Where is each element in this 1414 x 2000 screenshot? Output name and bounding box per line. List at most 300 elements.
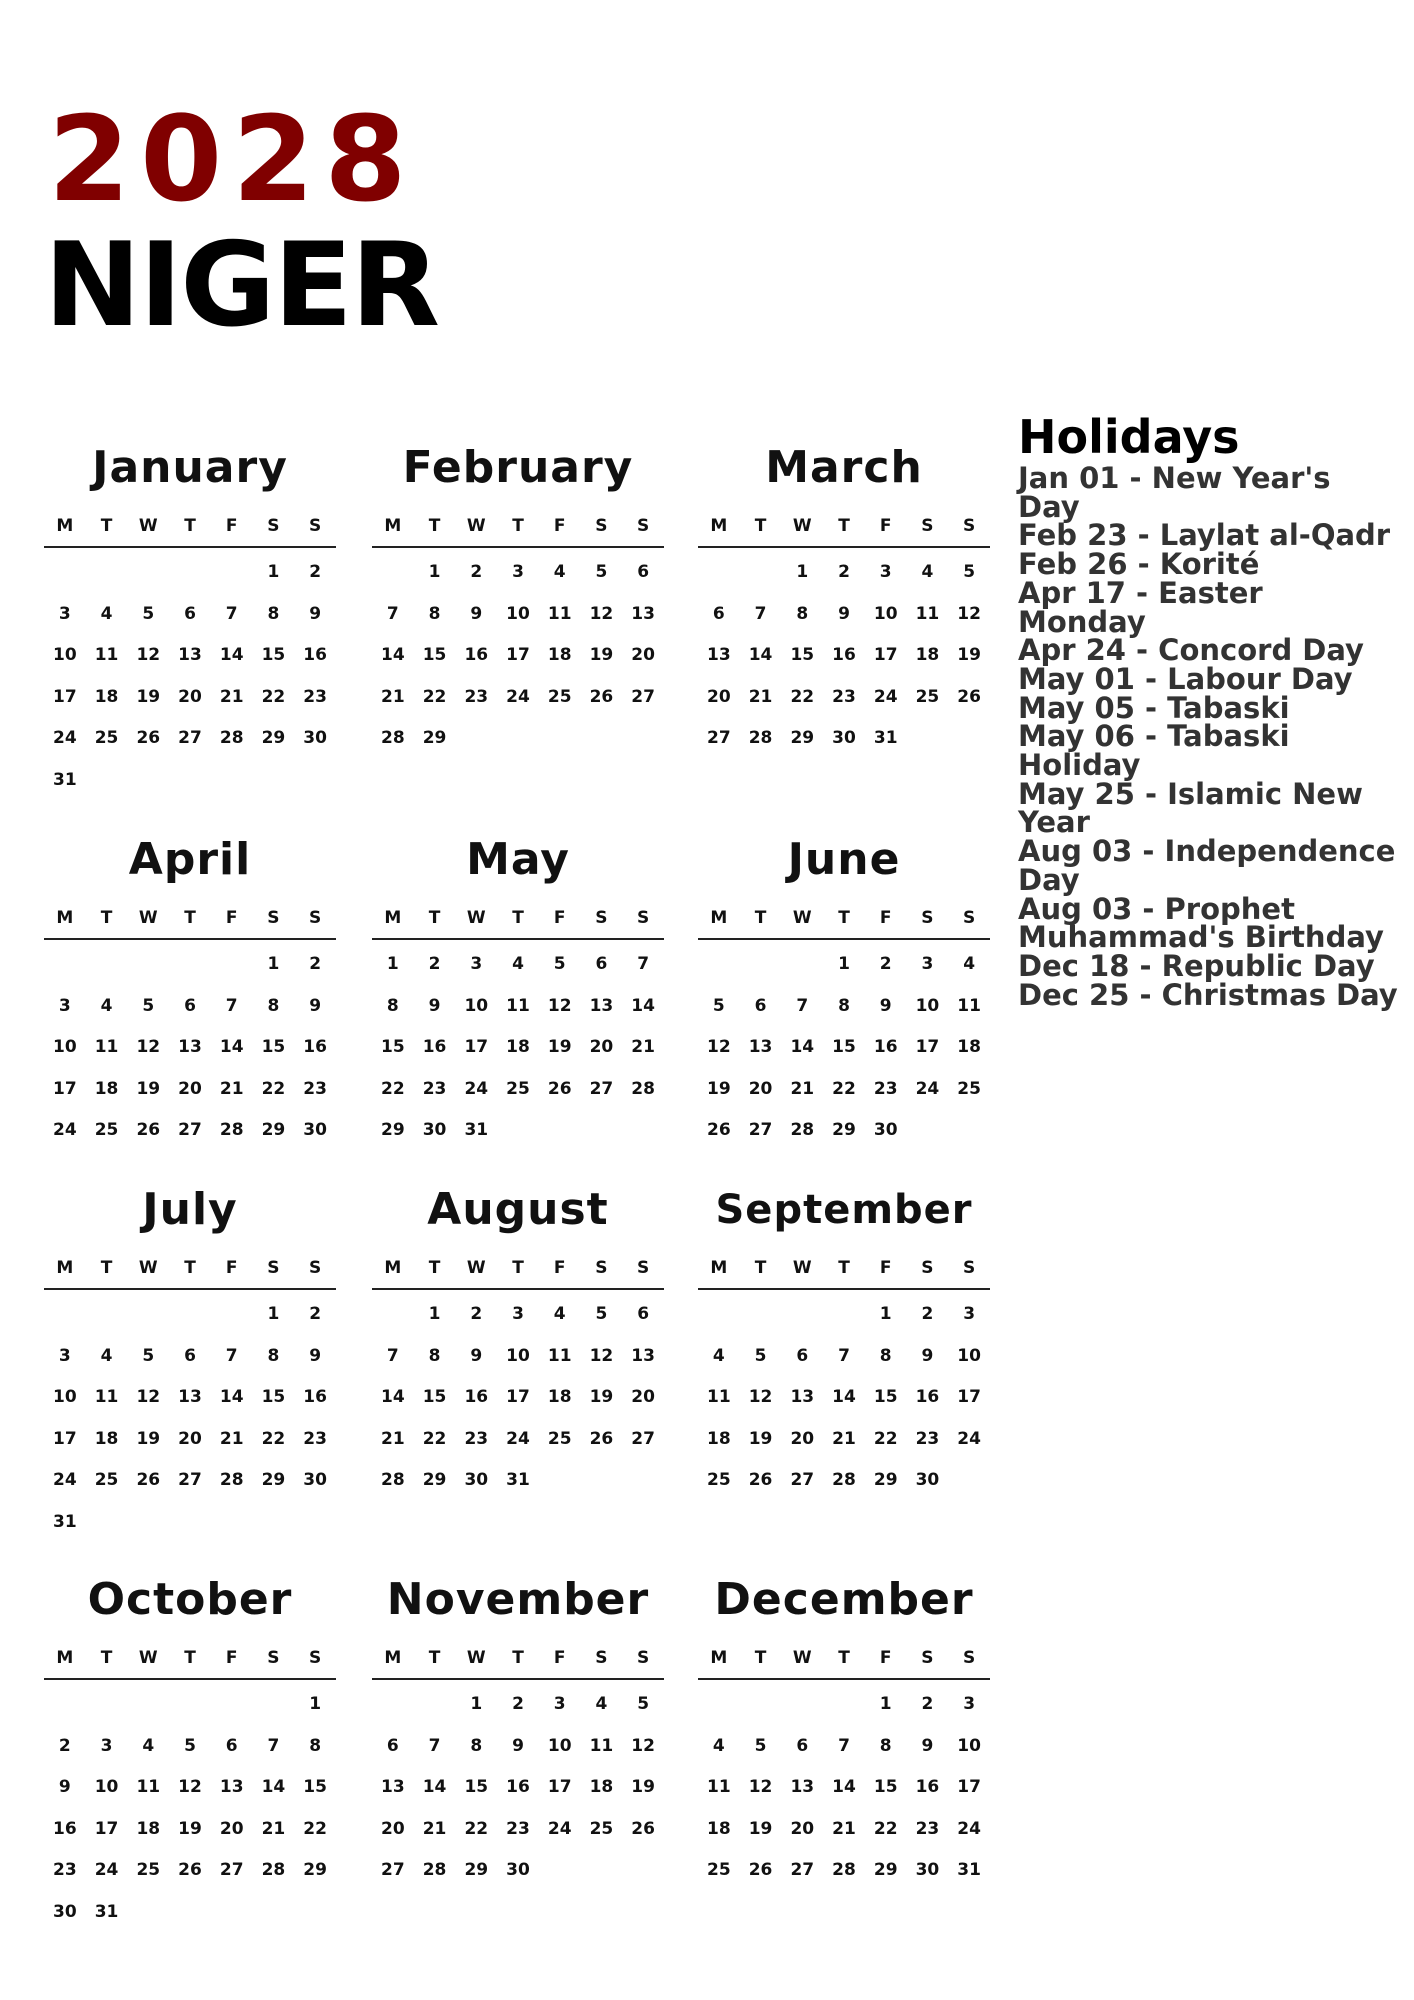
weekday-label: W	[466, 1258, 486, 1278]
day-cell: 20	[748, 1078, 773, 1099]
day-cell: 16	[506, 1777, 530, 1797]
weekday-label: F	[553, 1648, 566, 1668]
day-cell: 14	[832, 1777, 856, 1797]
weekday-label: M	[710, 1648, 728, 1668]
day-cell: 13	[381, 1777, 405, 1797]
day-cell: 19	[589, 1387, 614, 1407]
month-name: January	[92, 442, 288, 493]
day-cell: 23	[464, 1428, 489, 1449]
day-grid	[698, 1294, 990, 1502]
day-cell: 18	[94, 1428, 119, 1449]
weekday-label: F	[879, 908, 892, 928]
month-name: December	[714, 1574, 974, 1625]
day-cell: 11	[547, 1345, 572, 1366]
day-cell: 17	[915, 1037, 940, 1057]
day-cell: 8	[796, 603, 809, 624]
day-cell: 4	[712, 1345, 725, 1366]
day-cell: 28	[219, 728, 244, 748]
day-cell: 1	[267, 562, 280, 582]
day-grid	[372, 944, 664, 1152]
empty-cell	[372, 1294, 414, 1336]
day-cell: 16	[303, 1037, 327, 1057]
day-cell: 20	[178, 1078, 202, 1099]
holiday-item: Aug 03 - Prophet Muhammad's Birthday	[1018, 891, 1384, 955]
weekday-label: S	[267, 908, 280, 928]
empty-cell	[781, 944, 823, 986]
weekday-label: T	[754, 516, 767, 536]
weekday-header	[44, 1258, 336, 1290]
weekday-label: F	[225, 1258, 238, 1278]
empty-cell	[169, 1684, 211, 1726]
month-name: June	[787, 834, 901, 885]
day-cell: 2	[512, 1694, 524, 1714]
empty-cell	[823, 1684, 865, 1726]
day-cell: 26	[589, 686, 614, 707]
day-cell: 21	[381, 1428, 405, 1449]
day-cell: 21	[219, 1078, 244, 1099]
weekday-label: S	[267, 1258, 280, 1278]
day-cell: 8	[879, 1345, 892, 1366]
day-cell: 24	[464, 1078, 489, 1099]
day-cell: 24	[547, 1818, 572, 1839]
day-cell: 24	[53, 1120, 77, 1140]
day-cell: 29	[422, 1470, 447, 1490]
day-cell: 5	[142, 1345, 155, 1366]
day-cell: 29	[790, 728, 815, 748]
day-cell: 31	[506, 1470, 530, 1490]
empty-cell	[86, 944, 128, 986]
weekday-label: F	[225, 908, 238, 928]
month-april	[44, 832, 336, 1152]
day-cell: 28	[381, 728, 405, 748]
weekday-label: T	[184, 516, 196, 536]
day-cell: 29	[261, 1470, 286, 1490]
day-cell: 24	[53, 728, 77, 748]
weekday-label: T	[184, 908, 196, 928]
day-cell: 31	[957, 1860, 981, 1880]
day-cell: 4	[712, 1735, 725, 1756]
weekday-label: S	[963, 908, 976, 928]
day-cell: 3	[470, 954, 483, 974]
empty-cell	[169, 1294, 211, 1336]
day-cell: 26	[136, 1470, 161, 1490]
holidays-title: Holidays	[1018, 410, 1240, 464]
weekday-label: S	[921, 516, 934, 536]
day-cell: 9	[512, 1735, 524, 1756]
day-cell: 26	[957, 686, 981, 707]
day-cell: 26	[136, 728, 161, 748]
day-cell: 22	[261, 1078, 286, 1099]
day-cell: 7	[267, 1735, 280, 1756]
empty-cell	[211, 1294, 253, 1336]
day-cell: 14	[219, 645, 244, 665]
day-cell: 16	[464, 645, 489, 665]
day-cell: 28	[219, 1470, 244, 1490]
empty-cell	[211, 944, 253, 986]
day-cell: 18	[707, 1428, 731, 1449]
day-cell: 8	[309, 1735, 322, 1756]
weekday-label: S	[595, 1648, 608, 1668]
day-cell: 8	[838, 995, 850, 1016]
day-cell: 16	[915, 1387, 940, 1407]
day-cell: 3	[58, 603, 71, 624]
day-cell: 6	[796, 1345, 809, 1366]
day-cell: 20	[178, 1428, 202, 1449]
day-cell: 2	[470, 562, 483, 582]
day-cell: 21	[631, 1037, 655, 1057]
day-cell: 29	[261, 728, 286, 748]
weekday-label: T	[838, 908, 850, 928]
day-cell: 2	[58, 1735, 71, 1756]
day-cell: 19	[136, 1428, 161, 1449]
holiday-item: May 05 - Tabaski	[1018, 690, 1290, 725]
weekday-label: T	[754, 1258, 767, 1278]
day-grid	[698, 1684, 990, 1892]
weekday-label: T	[428, 516, 441, 536]
day-grid	[372, 1294, 664, 1502]
day-cell: 27	[790, 1470, 815, 1490]
weekday-label: W	[792, 908, 812, 928]
day-cell: 5	[754, 1735, 767, 1756]
weekday-label: W	[466, 1648, 486, 1668]
day-cell: 26	[589, 1428, 614, 1449]
weekday-label: F	[225, 516, 238, 536]
day-cell: 6	[386, 1735, 399, 1756]
empty-cell	[127, 1684, 169, 1726]
day-cell: 31	[53, 1511, 77, 1532]
day-cell: 24	[915, 1078, 940, 1099]
day-cell: 16	[422, 1037, 447, 1057]
day-cell: 19	[707, 1078, 731, 1099]
day-cell: 1	[879, 1694, 892, 1714]
day-cell: 2	[309, 1304, 322, 1324]
day-cell: 12	[957, 603, 981, 624]
day-cell: 3	[58, 995, 71, 1016]
day-cell: 25	[707, 1860, 731, 1880]
day-cell: 30	[832, 728, 856, 748]
day-cell: 23	[422, 1078, 447, 1099]
day-cell: 20	[219, 1818, 244, 1839]
day-cell: 13	[589, 995, 614, 1016]
day-cell: 11	[94, 1037, 119, 1057]
weekday-label: T	[100, 1648, 113, 1668]
day-cell: 4	[595, 1694, 608, 1714]
day-cell: 25	[589, 1818, 614, 1839]
day-cell: 28	[790, 1120, 815, 1140]
day-cell: 23	[303, 1078, 327, 1099]
weekday-label: S	[921, 1258, 934, 1278]
day-cell: 2	[309, 954, 322, 974]
day-cell: 16	[464, 1387, 489, 1407]
day-cell: 26	[748, 1860, 773, 1880]
day-cell: 30	[303, 1120, 327, 1140]
day-cell: 7	[386, 1345, 399, 1366]
day-cell: 16	[303, 645, 327, 665]
weekday-label: M	[384, 1648, 402, 1668]
day-cell: 3	[921, 954, 934, 974]
day-cell: 6	[637, 562, 650, 582]
day-cell: 20	[631, 1387, 655, 1407]
weekday-label: F	[879, 516, 892, 536]
day-cell: 3	[963, 1304, 976, 1324]
day-cell: 15	[261, 1387, 286, 1407]
day-cell: 19	[178, 1818, 202, 1839]
weekday-label: T	[184, 1648, 196, 1668]
day-cell: 15	[873, 1387, 898, 1407]
weekday-label: S	[267, 1648, 280, 1668]
day-cell: 7	[225, 603, 238, 624]
holidays-panel	[1018, 410, 1398, 1012]
day-cell: 4	[553, 562, 566, 582]
holidays-list	[1018, 461, 1398, 1012]
day-cell: 27	[178, 728, 202, 748]
day-cell: 6	[754, 995, 767, 1016]
day-cell: 13	[631, 1345, 655, 1366]
day-cell: 11	[589, 1735, 614, 1756]
weekday-label: W	[138, 1648, 158, 1668]
day-grid	[44, 1684, 336, 1933]
day-cell: 24	[94, 1860, 119, 1880]
day-cell: 22	[873, 1818, 898, 1839]
day-cell: 3	[879, 562, 892, 582]
day-cell: 14	[381, 645, 405, 665]
day-cell: 15	[790, 645, 815, 665]
day-cell: 11	[94, 1387, 119, 1407]
day-cell: 26	[136, 1120, 161, 1140]
month-september	[698, 1182, 990, 1502]
day-cell: 20	[178, 686, 202, 707]
weekday-label: T	[428, 1258, 441, 1278]
day-cell: 5	[595, 562, 608, 582]
day-cell: 2	[309, 562, 322, 582]
weekday-label: T	[512, 1258, 524, 1278]
day-cell: 16	[915, 1777, 940, 1797]
day-cell: 17	[464, 1037, 489, 1057]
day-cell: 24	[506, 686, 530, 707]
day-cell: 21	[219, 686, 244, 707]
empty-cell	[698, 1684, 740, 1726]
weekday-label: M	[56, 908, 74, 928]
day-cell: 7	[838, 1345, 850, 1366]
day-cell: 8	[470, 1735, 483, 1756]
day-cell: 15	[261, 1037, 286, 1057]
day-cell: 27	[219, 1860, 244, 1880]
day-cell: 25	[707, 1470, 731, 1490]
weekday-label: F	[553, 1258, 566, 1278]
day-cell: 22	[873, 1428, 898, 1449]
holiday-item: Apr 24 - Concord Day	[1018, 633, 1364, 668]
day-cell: 2	[879, 954, 892, 974]
day-cell: 30	[464, 1470, 489, 1490]
day-cell: 23	[464, 686, 489, 707]
day-cell: 11	[707, 1387, 731, 1407]
day-cell: 15	[422, 1387, 447, 1407]
day-cell: 1	[470, 1694, 483, 1714]
day-cell: 28	[422, 1860, 447, 1880]
day-cell: 7	[796, 995, 809, 1016]
day-cell: 30	[915, 1860, 940, 1880]
weekday-label: S	[963, 516, 976, 536]
weekday-label: T	[754, 1648, 767, 1668]
holiday-item: Apr 17 - Easter Monday	[1018, 575, 1263, 639]
weekday-label: W	[792, 1648, 812, 1668]
weekday-label: M	[710, 1258, 728, 1278]
day-cell: 3	[512, 1304, 524, 1324]
empty-cell	[414, 1684, 456, 1726]
day-cell: 2	[838, 562, 850, 582]
month-december	[698, 1572, 990, 1892]
day-cell: 11	[547, 603, 572, 624]
weekday-label: S	[595, 908, 608, 928]
day-cell: 6	[637, 1304, 650, 1324]
weekday-label: S	[595, 1258, 608, 1278]
empty-cell	[740, 1684, 782, 1726]
day-cell: 17	[94, 1818, 119, 1839]
day-cell: 31	[94, 1901, 119, 1922]
weekday-label: S	[595, 516, 608, 536]
weekday-label: S	[963, 1648, 976, 1668]
day-cell: 9	[921, 1735, 934, 1756]
day-cell: 31	[873, 728, 898, 748]
empty-cell	[44, 552, 86, 594]
month-october	[44, 1572, 336, 1933]
day-cell: 1	[309, 1694, 322, 1714]
day-cell: 29	[261, 1120, 286, 1140]
day-cell: 22	[832, 1078, 856, 1099]
weekday-label: W	[138, 516, 158, 536]
day-cell: 18	[707, 1818, 731, 1839]
day-cell: 23	[506, 1818, 530, 1839]
day-cell: 15	[261, 645, 286, 665]
day-cell: 11	[915, 603, 940, 624]
day-cell: 26	[547, 1078, 572, 1099]
day-cell: 10	[547, 1735, 572, 1756]
empty-cell	[372, 552, 414, 594]
day-cell: 19	[547, 1037, 572, 1057]
day-grid	[698, 552, 990, 760]
day-cell: 17	[873, 645, 898, 665]
holiday-item: Dec 25 - Christmas Day	[1018, 977, 1398, 1012]
day-cell: 5	[553, 954, 566, 974]
day-grid	[44, 552, 336, 801]
day-cell: 27	[178, 1120, 202, 1140]
day-cell: 7	[225, 995, 238, 1016]
day-cell: 22	[422, 686, 447, 707]
day-cell: 29	[422, 728, 447, 748]
empty-cell	[781, 1684, 823, 1726]
day-cell: 27	[631, 686, 655, 707]
day-cell: 17	[53, 1078, 77, 1099]
day-cell: 27	[381, 1860, 405, 1880]
day-cell: 11	[957, 995, 981, 1016]
day-cell: 22	[464, 1818, 489, 1839]
day-cell: 10	[94, 1777, 119, 1797]
day-grid	[44, 1294, 336, 1543]
day-cell: 10	[873, 603, 898, 624]
month-name: September	[715, 1187, 973, 1233]
weekday-label: T	[100, 908, 113, 928]
day-cell: 3	[963, 1694, 976, 1714]
day-cell: 8	[879, 1735, 892, 1756]
day-cell: 22	[790, 686, 815, 707]
day-cell: 28	[261, 1860, 286, 1880]
day-cell: 21	[832, 1428, 856, 1449]
day-cell: 7	[428, 1735, 441, 1756]
weekday-header	[698, 908, 990, 940]
day-cell: 20	[790, 1428, 815, 1449]
day-cell: 5	[142, 995, 155, 1016]
weekday-label: W	[466, 908, 486, 928]
day-cell: 7	[225, 1345, 238, 1366]
day-cell: 10	[957, 1735, 981, 1756]
month-name: May	[466, 834, 570, 885]
day-cell: 10	[464, 995, 489, 1016]
empty-cell	[698, 944, 740, 986]
day-cell: 21	[422, 1818, 447, 1839]
weekday-label: S	[637, 516, 650, 536]
day-cell: 19	[631, 1777, 655, 1797]
day-cell: 28	[832, 1860, 856, 1880]
day-cell: 29	[303, 1860, 327, 1880]
day-cell: 12	[547, 995, 572, 1016]
day-cell: 10	[53, 645, 77, 665]
day-cell: 14	[748, 645, 773, 665]
day-cell: 13	[790, 1387, 815, 1407]
weekday-label: F	[225, 1648, 238, 1668]
weekday-header	[372, 1258, 664, 1290]
empty-cell	[698, 552, 740, 594]
day-cell: 9	[428, 995, 441, 1016]
day-cell: 4	[100, 1345, 113, 1366]
day-cell: 22	[261, 686, 286, 707]
empty-cell	[372, 1684, 414, 1726]
day-cell: 8	[267, 1345, 280, 1366]
weekday-header	[372, 908, 664, 940]
day-cell: 9	[309, 995, 322, 1016]
day-cell: 8	[386, 995, 399, 1016]
day-cell: 25	[136, 1860, 161, 1880]
day-cell: 6	[796, 1735, 809, 1756]
weekday-header	[372, 516, 664, 548]
day-cell: 18	[957, 1037, 981, 1057]
day-cell: 13	[178, 645, 202, 665]
day-cell: 12	[748, 1387, 773, 1407]
weekday-header	[698, 1258, 990, 1290]
day-cell: 3	[58, 1345, 71, 1366]
day-cell: 17	[506, 1387, 530, 1407]
month-name: August	[427, 1184, 609, 1235]
day-cell: 12	[136, 1037, 161, 1057]
day-cell: 2	[428, 954, 441, 974]
day-cell: 25	[547, 1428, 572, 1449]
day-cell: 10	[915, 995, 940, 1016]
empty-cell	[823, 1294, 865, 1336]
day-cell: 19	[748, 1428, 773, 1449]
day-cell: 12	[589, 603, 614, 624]
day-cell: 13	[178, 1037, 202, 1057]
month-november	[372, 1572, 664, 1892]
day-cell: 20	[589, 1037, 614, 1057]
day-cell: 17	[53, 1428, 77, 1449]
day-cell: 1	[796, 562, 809, 582]
weekday-label: F	[879, 1258, 892, 1278]
month-july	[44, 1182, 336, 1543]
month-name: April	[128, 834, 252, 885]
day-cell: 29	[873, 1860, 898, 1880]
day-cell: 3	[512, 562, 524, 582]
weekday-label: M	[56, 1258, 74, 1278]
day-cell: 18	[915, 645, 940, 665]
